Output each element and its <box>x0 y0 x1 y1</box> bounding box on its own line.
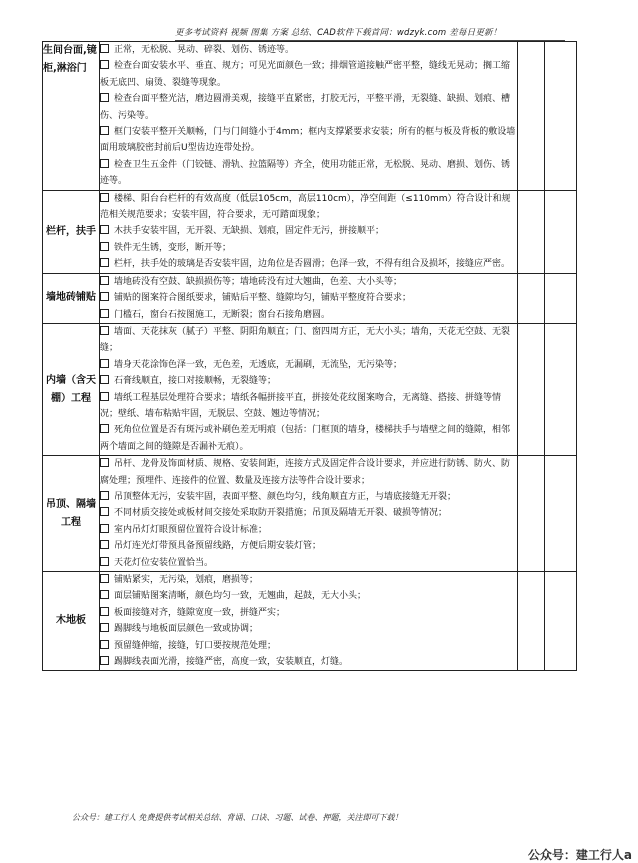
wechat-watermark: 公众号：建工行人a <box>527 848 632 862</box>
category-cell: 内墙（含天棚）工程 <box>43 323 100 455</box>
requirement-text: 吊杆、龙骨及饰面材质、规格、安装间距，连接方式及固定件合设计要求，并应进行防锈、防火、防腐处理；预埋件、连接件的位置、数量及连接方法等件合设计要求； <box>100 459 511 486</box>
checkbox-icon <box>100 193 109 202</box>
checkbox-icon <box>100 60 109 69</box>
remark-cell <box>545 190 577 273</box>
requirement-text: 铁件无生锈，变形，断开等； <box>114 242 232 253</box>
checkbox-icon <box>100 491 109 500</box>
checklist-row <box>43 42 577 191</box>
requirement-item <box>100 489 517 505</box>
requirement-text: 检查台面平整光洁，磨边圆滑美观，接缝平直紧密，打胶无污，平整平滑，无裂缝、缺损、划痕、槽伤、污染等。 <box>100 94 511 121</box>
remark-cell <box>545 323 577 455</box>
checkbox-icon <box>100 623 109 632</box>
result-cell <box>518 190 545 273</box>
requirement-item <box>100 422 517 455</box>
requirement-item <box>100 256 517 272</box>
checklist-row <box>43 456 577 572</box>
checkbox-icon <box>100 640 109 649</box>
requirement-text: 死角位位置是否有斑污或补刷色差无明痕（包括：门框顶的墙身，楼梯扶手与墙壁之间的缝隙，相邻两个墙面之间的缝隙是否漏补无痕）。 <box>100 425 511 452</box>
requirement-item <box>100 223 517 239</box>
requirement-item <box>100 124 517 157</box>
category-cell: 吊顶、隔墙工程 <box>43 456 100 572</box>
checkbox-icon <box>100 590 109 599</box>
requirements-cell <box>100 273 518 323</box>
checkbox-icon <box>100 225 109 234</box>
remark-cell <box>545 42 577 191</box>
requirement-text: 检查台面安装水平、垂直、规方；可见光面颜色一致；排烟管道接触严密平整，缝线无晃动；搁工缩板无底凹、扇烫、裂缝等现象。 <box>100 61 511 88</box>
category-cell: 木地板 <box>43 572 100 671</box>
checkbox-icon <box>100 359 109 368</box>
result-cell <box>518 572 545 671</box>
checklist-row <box>43 273 577 323</box>
checkbox-icon <box>100 258 109 267</box>
category-cell: 生间台面,镜柜,淋浴门 <box>43 42 100 191</box>
requirement-text: 面层铺贴图案清晰，颜色均匀一致，无翘曲，起鼓，无大小头； <box>114 591 367 602</box>
result-cell <box>518 42 545 191</box>
requirement-item <box>100 555 517 571</box>
requirement-item <box>100 572 517 588</box>
requirement-text: 室内吊灯灯眼预留位置符合设计标准； <box>114 524 268 535</box>
checkbox-icon <box>100 292 109 301</box>
checkbox-icon <box>100 309 109 318</box>
requirement-text: 天花灯位安装位置恰当。 <box>114 557 214 568</box>
checkbox-icon <box>100 424 109 433</box>
requirements-cell <box>100 190 518 273</box>
result-cell <box>518 273 545 323</box>
requirement-item <box>100 505 517 521</box>
requirement-item <box>100 290 517 306</box>
header-banner: 更多考试资料 视频 图集 方案 总结、CAD软件下载首同：wdzyk.com 差每日更新！ <box>175 26 565 41</box>
requirement-text: 铺贴的图案符合图纸要求，铺贴后平整、缝隙均匀，铺贴平整度符合要求； <box>114 293 412 304</box>
requirement-text: 不同材质交接处或板材间交接处采取防开裂措施；吊顶及隔墙无开裂、破损等情况； <box>114 508 448 519</box>
requirement-item <box>100 191 517 224</box>
requirement-item <box>100 357 517 373</box>
requirement-text: 墙地砖没有空鼓、缺损损伤等；墙地砖没有过大翘曲，色差、大小头等； <box>114 276 403 287</box>
requirement-text: 铺贴紧实，无污染，划痕，磨损等； <box>114 575 259 585</box>
page-footer: 公众号：建工行人 免费提供考试相关总结、背诵、口诀、习题、试卷、押题，关注即可下载！ <box>72 813 403 822</box>
checkbox-icon <box>100 93 109 102</box>
checkbox-icon <box>100 242 109 251</box>
requirement-item <box>100 456 517 489</box>
requirement-item <box>100 538 517 554</box>
result-cell <box>518 456 545 572</box>
checkbox-icon <box>100 524 109 533</box>
checkbox-icon <box>100 458 109 467</box>
category-cell: 栏杆，扶手 <box>43 190 100 273</box>
requirement-item <box>100 638 517 654</box>
category-cell: 墙地砖铺贴 <box>43 273 100 323</box>
requirements-cell <box>100 572 518 671</box>
requirement-item <box>100 240 517 256</box>
requirement-item <box>100 157 517 190</box>
requirement-item <box>100 58 517 91</box>
requirement-text: 板面接缝对齐，缝隙宽度一致，拼缝严实； <box>114 607 286 618</box>
checkbox-icon <box>100 574 109 583</box>
remark-cell <box>545 456 577 572</box>
checkbox-icon <box>100 126 109 135</box>
requirement-text: 门槛石，窗台石按图施工，无断裂；窗台石接角磨圆。 <box>114 309 331 320</box>
checkbox-icon <box>100 326 109 335</box>
requirement-text: 预留缝伸缩，接缝，钉口要按规范处理； <box>114 640 277 651</box>
checkbox-icon <box>100 375 109 384</box>
checkbox-icon <box>100 540 109 549</box>
inspection-checklist-table <box>42 41 577 671</box>
requirement-text: 墙身天花涂饰色泽一致，无色差，无透底，无漏刷，无流坠，无污染等； <box>114 359 403 370</box>
remark-cell <box>545 273 577 323</box>
checkbox-icon <box>100 159 109 168</box>
requirement-text: 吊灯连光灯带预具备预留线路，方便后期安装灯管； <box>114 541 322 552</box>
requirements-cell <box>100 42 518 191</box>
requirement-text: 墙面、天花抹灰（腻子）平整、阴阳角顺直；门、窗四周方正，无大小头；墙角，天花无空鼓、无裂缝； <box>100 326 511 354</box>
requirement-item <box>100 307 517 323</box>
checklist-row <box>43 190 577 273</box>
remark-cell <box>545 572 577 671</box>
checkbox-icon <box>100 607 109 616</box>
checklist-row <box>43 323 577 455</box>
requirement-text: 框门安装平整开关顺畅，门与门间缝小于4mm；框内支撑紧要求安装；所有的框与板及背板的敷设墙面用玻璃胶密封前后U型齿边连带处扮。 <box>100 127 516 154</box>
requirement-text: 楼梯、阳台台栏杆的有效高度（低层105cm，高层110cm），净空间距（≤110mm）符合设计和规范相关规范要求；安装牢固，符合要求，无可踏面现象； <box>100 193 511 221</box>
requirements-cell <box>100 323 518 455</box>
checkbox-icon <box>100 44 109 53</box>
checkbox-icon <box>100 507 109 516</box>
requirement-item <box>100 91 517 124</box>
requirement-item <box>100 324 517 357</box>
checkbox-icon <box>100 276 109 285</box>
requirements-cell <box>100 456 518 572</box>
requirement-item <box>100 522 517 538</box>
requirement-item <box>100 390 517 423</box>
requirement-text: 检查卫生五金件（门铰链、滑轨、拉篮隔等）齐全，使用功能正常，无松脱、晃动、磨损、划伤、锈迹等。 <box>100 159 511 187</box>
requirement-item <box>100 605 517 621</box>
requirement-text: 正常，无松脱、晃动、碎裂、划伤、锈迹等。 <box>114 45 295 55</box>
checkbox-icon <box>100 392 109 401</box>
checkbox-icon <box>100 557 109 566</box>
requirement-item <box>100 654 517 670</box>
requirement-text: 踢脚线表面光滑，接缝严密，高度一致，安装顺直，灯缝。 <box>114 657 349 668</box>
requirement-item <box>100 274 517 290</box>
checklist-row <box>43 572 577 671</box>
requirement-text: 踢脚线与地板面层颜色一致或协调； <box>114 624 259 635</box>
requirement-item <box>100 588 517 604</box>
result-cell <box>518 323 545 455</box>
requirement-text: 墙纸工程基层处理符合要求；墙纸各幅拼接平直，拼接处花纹图案吻合，无离缝、搭接、拼缝等情况；壁纸、墙布粘贴牢固，无脱层、空鼓、翘边等情况； <box>100 392 502 419</box>
requirement-text: 石膏线顺直，接口对接顺畅，无裂缝等； <box>114 376 277 387</box>
requirement-text: 木扶手安装牢固，无开裂、无缺损、划痕，固定件无污，拼接顺平； <box>114 226 385 237</box>
requirement-text: 吊顶整体无污，安装牢固，表面平整、颜色均匀，线角顺直方正，与墙底接缝无开裂； <box>114 491 457 502</box>
requirement-item <box>100 373 517 389</box>
requirement-item <box>100 42 517 58</box>
requirement-text: 栏杆，扶手处的玻璃是否安装牢固，边角位是否圆滑；色泽一致，不得有组合及损坏，接缝应严密。 <box>114 259 511 270</box>
checkbox-icon <box>100 656 109 665</box>
requirement-item <box>100 621 517 637</box>
